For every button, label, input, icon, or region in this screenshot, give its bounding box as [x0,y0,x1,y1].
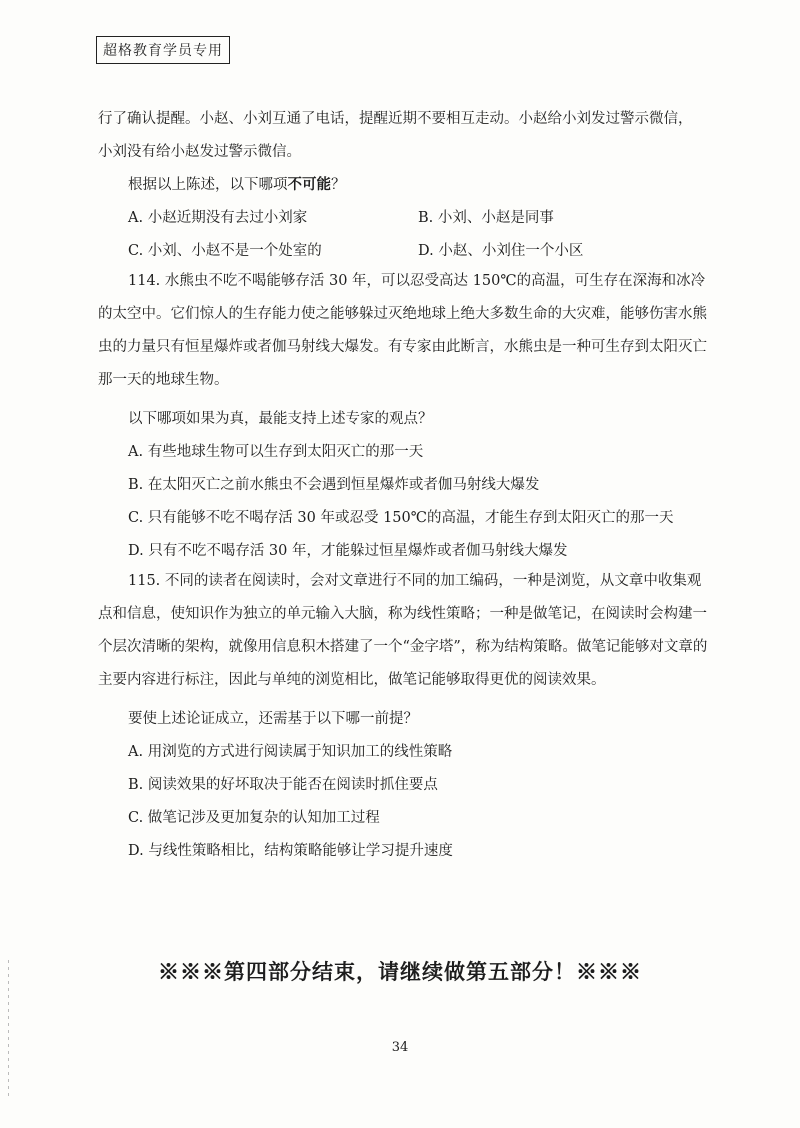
q113-stem [98,174,708,196]
q115-option-d: D. 与线性策略相比，结构策略能够让学习提升速度 [128,843,453,859]
q115-option-b: B. 阅读效果的好坏取决于能否在阅读时抓住要点 [128,777,438,793]
q115-passage: 115. 不同的读者在阅读时，会对文章进行不同的加工编码，一种是浏览，从文章中收集观点和信息，使知识作为独立的单元输入大脑，称为线性策略；一种是做笔记，在阅读时会构建一个层次清晰的架构，就像用信息积木搭建了一个“金字塔”，称为结构策略。做笔记能够对文章的主要内容进行标注，因此与单纯的浏览相比，做笔记能够取得更优的阅读效果。 [98,573,708,688]
q113-continued-line-1: 行了确认提醒。小赵、小刘互通了电话，提醒近期不要相互走动。小赵给小刘发过警示微信， [98,111,693,127]
q114-option-b: B. 在太阳灭亡之前水熊虫不会遇到恒星爆炸或者伽马射线大爆发 [128,477,540,493]
q113-stem-mark: ？ [331,177,346,193]
scan-edge-mark [8,960,9,1100]
q115-option-c: C. 做笔记涉及更加复杂的认知加工过程 [128,810,380,826]
q113-stem-text: 根据以上陈述，以下哪项 [128,177,288,193]
section-end-banner: ※※※第四部分结束，请继续做第五部分！※※※ [158,959,642,984]
q113-option-d: D. 小赵、小刘住一个小区 [418,243,584,259]
q113-option-a: A. 小赵近期没有去过小刘家 [128,210,308,226]
q114-passage: 114. 水熊虫不吃不喝能够存活 30 年，可以忍受高达 150℃的高温，可生存在深海和冰冷的太空中。它们惊人的生存能力使之能够躲过灭绝地球上绝大多数生命的大灾难，能够伤害水熊虫的力量只有恒星爆炸或者伽马射线大爆发。有专家由此断言，水熊虫是一种可生存到太阳灭亡那一天的地球生物。 [98,273,707,388]
q113-stem-emphasis: 不可能 [287,176,331,193]
q115-stem: 要使上述论证成立，还需基于以下哪一前提？ [128,711,418,727]
q114-option-c: C. 只有能够不吃不喝存活 30 年或忍受 150℃的高温，才能生存到太阳灭亡的那一天 [128,510,674,526]
header-label: 超格教育学员专用 [96,36,230,64]
q113-option-c: C. 小刘、小赵不是一个处室的 [128,243,322,259]
q113-options-row-2 [98,240,708,262]
page-number: 34 [391,1040,409,1055]
q114-option-a: A. 有些地球生物可以生存到太阳灭亡的那一天 [128,444,424,460]
q115-option-a: A. 用浏览的方式进行阅读属于知识加工的线性策略 [128,744,453,760]
q114-option-d: D. 只有不吃不喝存活 30 年，才能躲过恒星爆炸或者伽马射线大爆发 [128,543,568,559]
q114-stem: 以下哪项如果为真，最能支持上述专家的观点？ [128,411,433,427]
q113-options-row-1 [98,207,708,229]
q113-continued-line-2: 小刘没有给小赵发过警示微信。 [98,144,301,160]
q113-option-b: B. 小刘、小赵是同事 [418,210,554,226]
page-content [98,108,708,862]
